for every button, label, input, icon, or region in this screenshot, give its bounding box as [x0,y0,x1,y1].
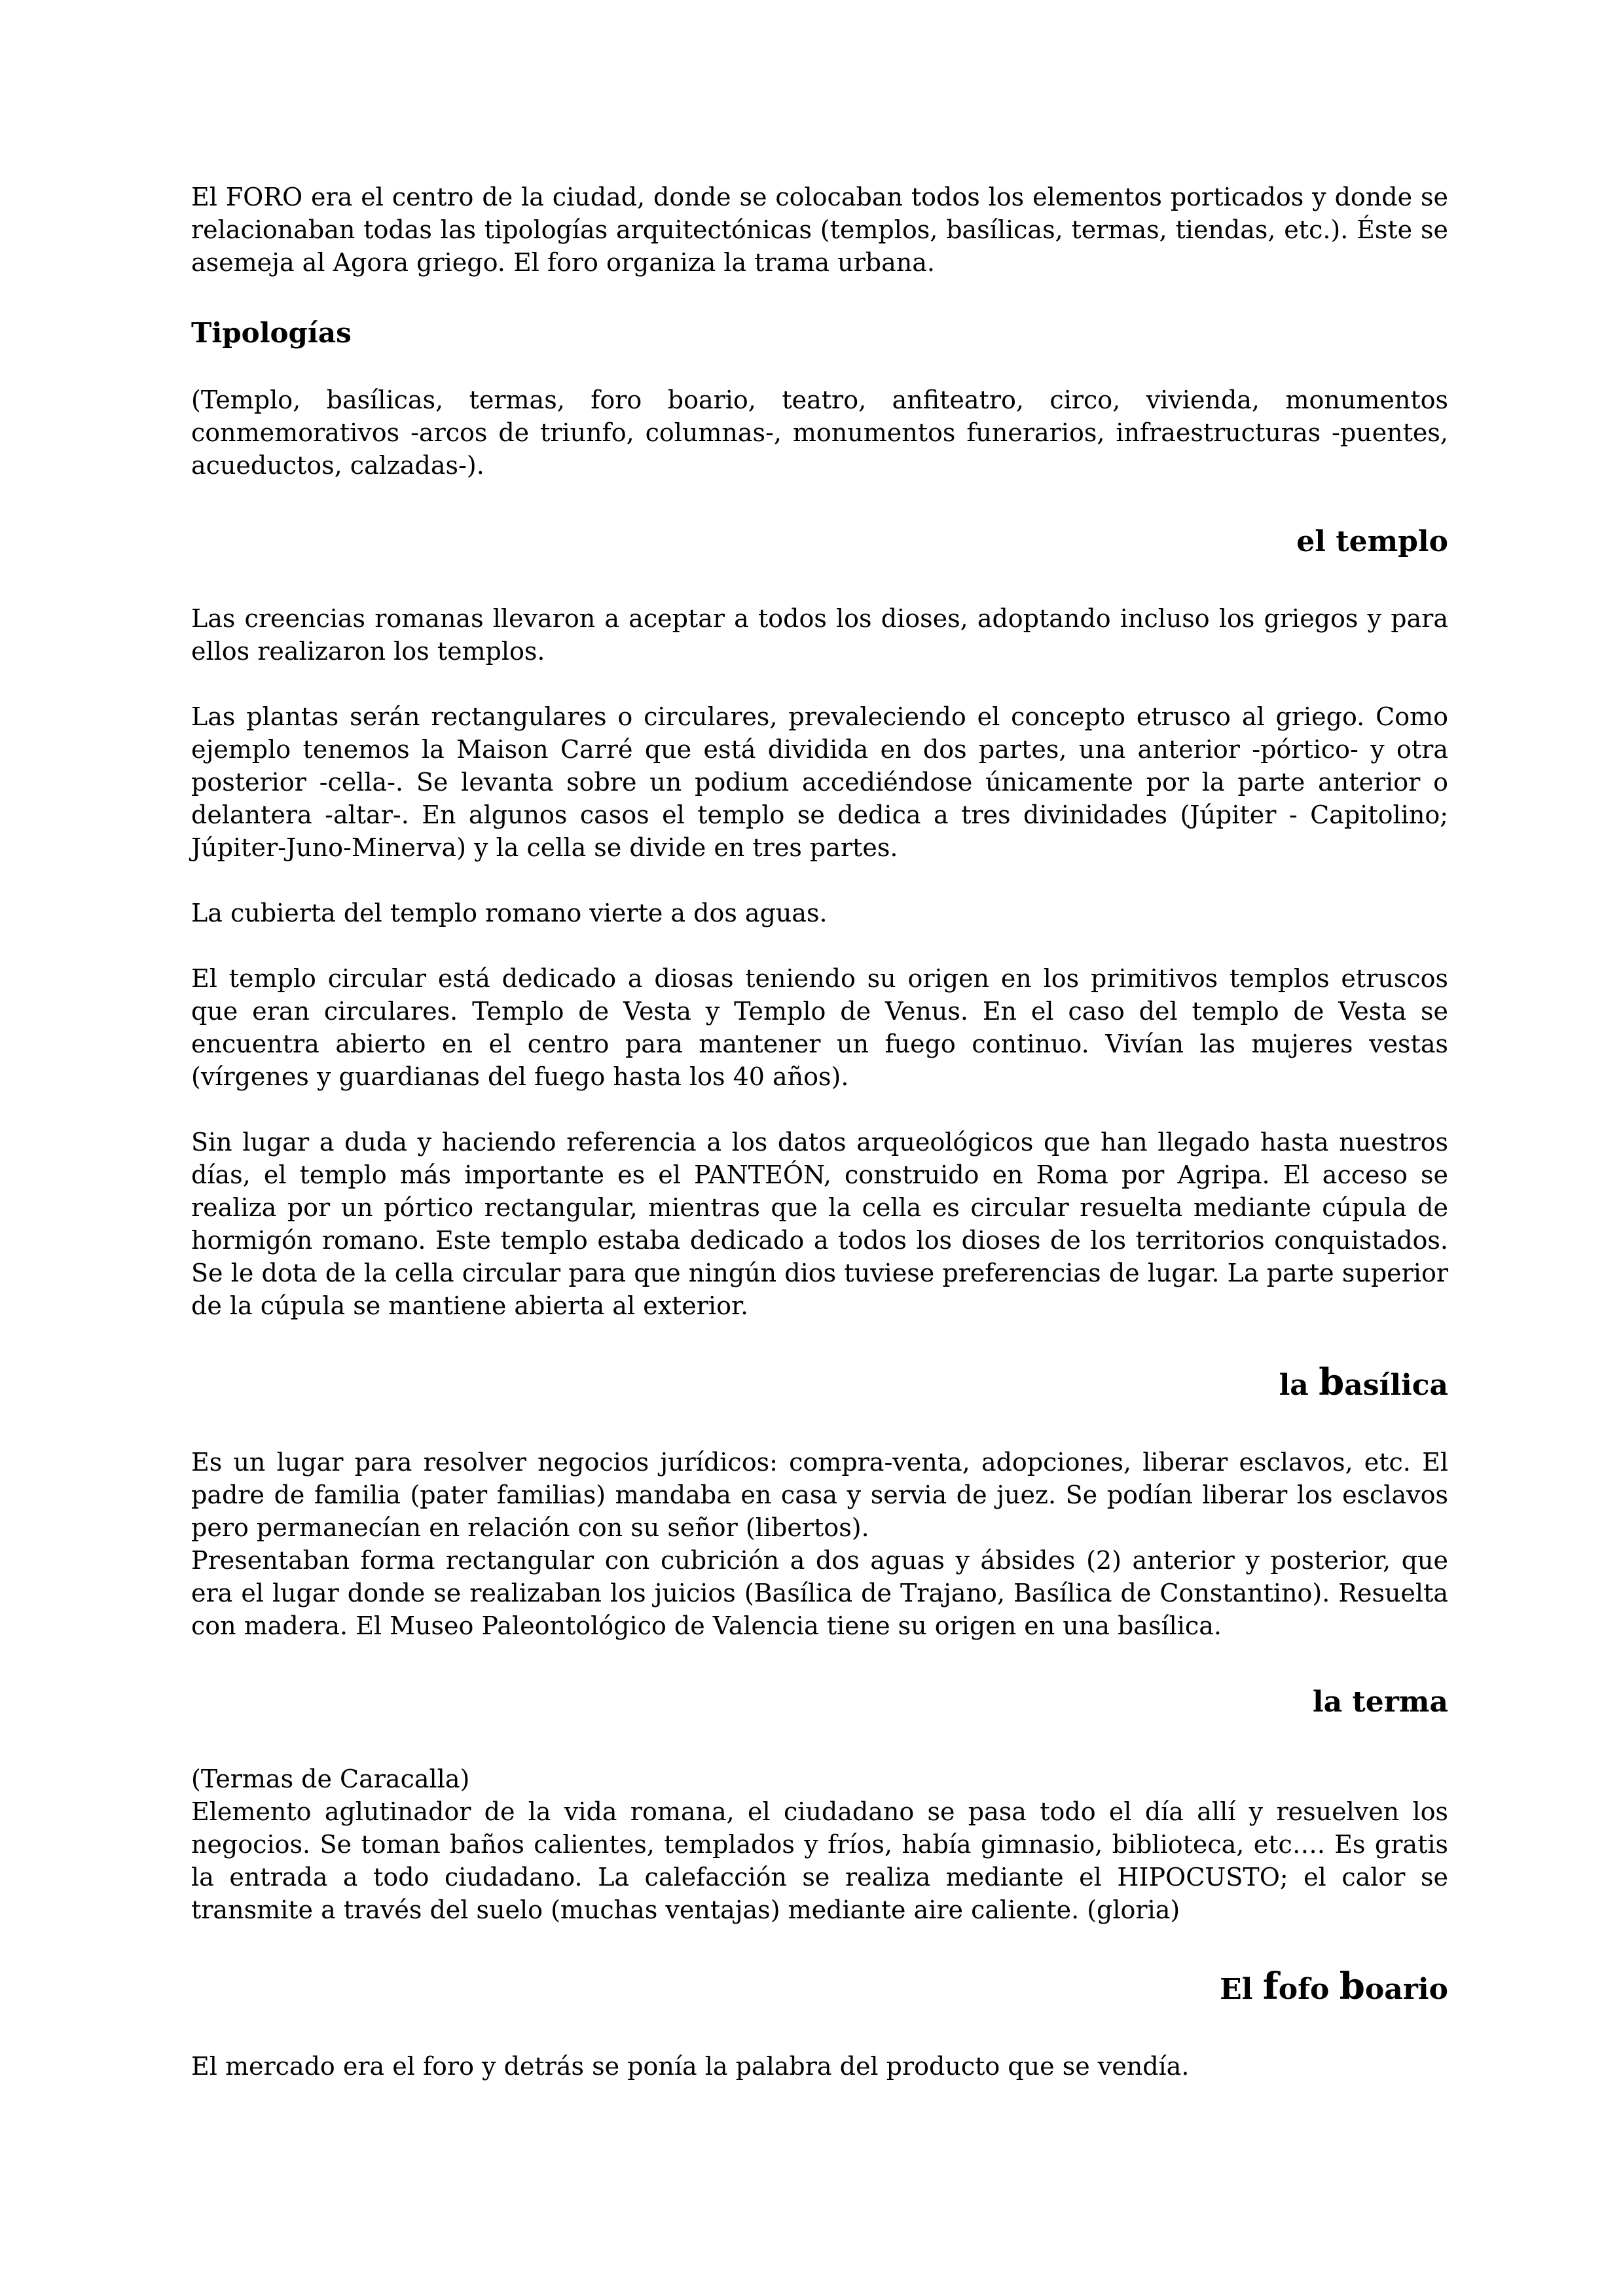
basilica-heading-initial: b [1319,1361,1345,1404]
basilica-paragraph-2: Presentaban forma rectangular con cubrición a dos aguas y ábsides (2) anterior y posterior, que era el lugar donde se realizaban los juicios (Basílica de Trajano, Basílica de Constantino). Resuelta con madera. El Museo Paleontológico de Valencia tiene su origen en una basílica. [191,1546,1448,1640]
foro-boario-heading-initial-1: f [1262,1965,1279,2008]
foro-boario-heading-prefix: El [1220,1973,1263,2006]
templo-paragraph-1: Las creencias romanas llevaron a aceptar a todos los dioses, adoptando incluso los griegos y para ellos realizaron los templos. [191,604,1448,666]
foro-boario-heading-rest: oario [1364,1973,1448,2006]
templo-paragraph-5: Sin lugar a duda y haciendo referencia a los datos arqueológicos que han llegado hasta nuestros días, el templo más importante es el PANTEÓN, construido en Roma por Agripa. El acceso se realiza por un pórtico rectangular, mientras que la cella es circular resuelta mediante cúpula de hormigón romano. Este templo estaba dedicado a todos los dioses de los territorios conquistados. Se le dota de la cella circular para que ningún dios tuviese preferencias de lugar. La parte superior de la cúpula se mantiene abierta al exterior. [191,1128,1448,1320]
templo-paragraph-2: Las plantas serán rectangulares o circulares, prevaleciendo el concepto etrusco al griego. Como ejemplo tenemos la Maison Carré que está dividida en dos partes, una anterior -pórtico- y otra posterior -cella-. Se levanta sobre un podium accediéndose únicamente por la parte anterior o delantera -altar-. En algunos casos el templo se dedica a tres divinidades (Júpiter - Capitolino; Júpiter-Juno-Minerva) y la cella se divide en tres partes. [191,702,1448,862]
document-body [191,181,1448,2083]
terma-subtitle: (Termas de Caracalla) [191,1765,470,1793]
templo-paragraph-3: La cubierta del templo romano vierte a dos aguas. [191,899,828,927]
intro-paragraph: El FORO era el centro de la ciudad, donde se colocaban todos los elementos porticados y donde se relacionaban todas las tipologías arquitectónicas (templos, basílicas, termas, tiendas, etc.). Éste se asemeja al Agora griego. El foro organiza la trama urbana. [191,183,1448,277]
tipologias-heading: Tipologías [191,317,352,349]
foro-boario-heading-mid: ofo [1278,1973,1340,2006]
basilica-heading-prefix: la [1279,1369,1319,1402]
basilica-heading-rest: asílica [1344,1369,1448,1402]
terma-heading: la terma [1312,1685,1448,1719]
tipologias-paragraph: (Templo, basílicas, termas, foro boario, teatro, anfiteatro, circo, vivienda, monumentos conmemorativos -arcos de triunfo, columnas-, monumentos funerarios, infraestructuras -puentes, acueductos, calzadas-). [191,386,1448,480]
terma-paragraph: Elemento aglutinador de la vida romana, el ciudadano se pasa todo el día allí y resuelven los negocios. Se toman baños calientes, templados y fríos, había gimnasio, biblioteca, etc…. Es gratis la entrada a todo ciudadano. La calefacción se realiza mediante el HIPOCUSTO; el calor se transmite a través del suelo (muchas ventajas) mediante aire caliente. (gloria) [191,1797,1448,1924]
templo-heading: el templo [1296,525,1448,558]
foro-boario-heading-initial-2: b [1339,1965,1365,2008]
basilica-paragraph-1: Es un lugar para resolver negocios jurídicos: compra-venta, adopciones, liberar esclavos, etc. El padre de familia (pater familias) mandaba en casa y servia de juez. Se podían liberar los esclavos pero permanecían en relación con su señor (libertos). [191,1448,1448,1542]
foro-boario-paragraph: El mercado era el foro y detrás se ponía la palabra del producto que se vendía. [191,2052,1190,2081]
basilica-heading [191,1363,1448,1405]
foro-boario-heading [191,1967,1448,2009]
templo-paragraph-4: El templo circular está dedicado a diosas teniendo su origen en los primitivos templos etruscos que eran circulares. Templo de Vesta y Templo de Venus. En el caso del templo de Vesta se encuentra abierto en el centro para mantener un fuego continuo. Vivían las mujeres vestas (vírgenes y guardianas del fuego hasta los 40 años). [191,964,1448,1091]
